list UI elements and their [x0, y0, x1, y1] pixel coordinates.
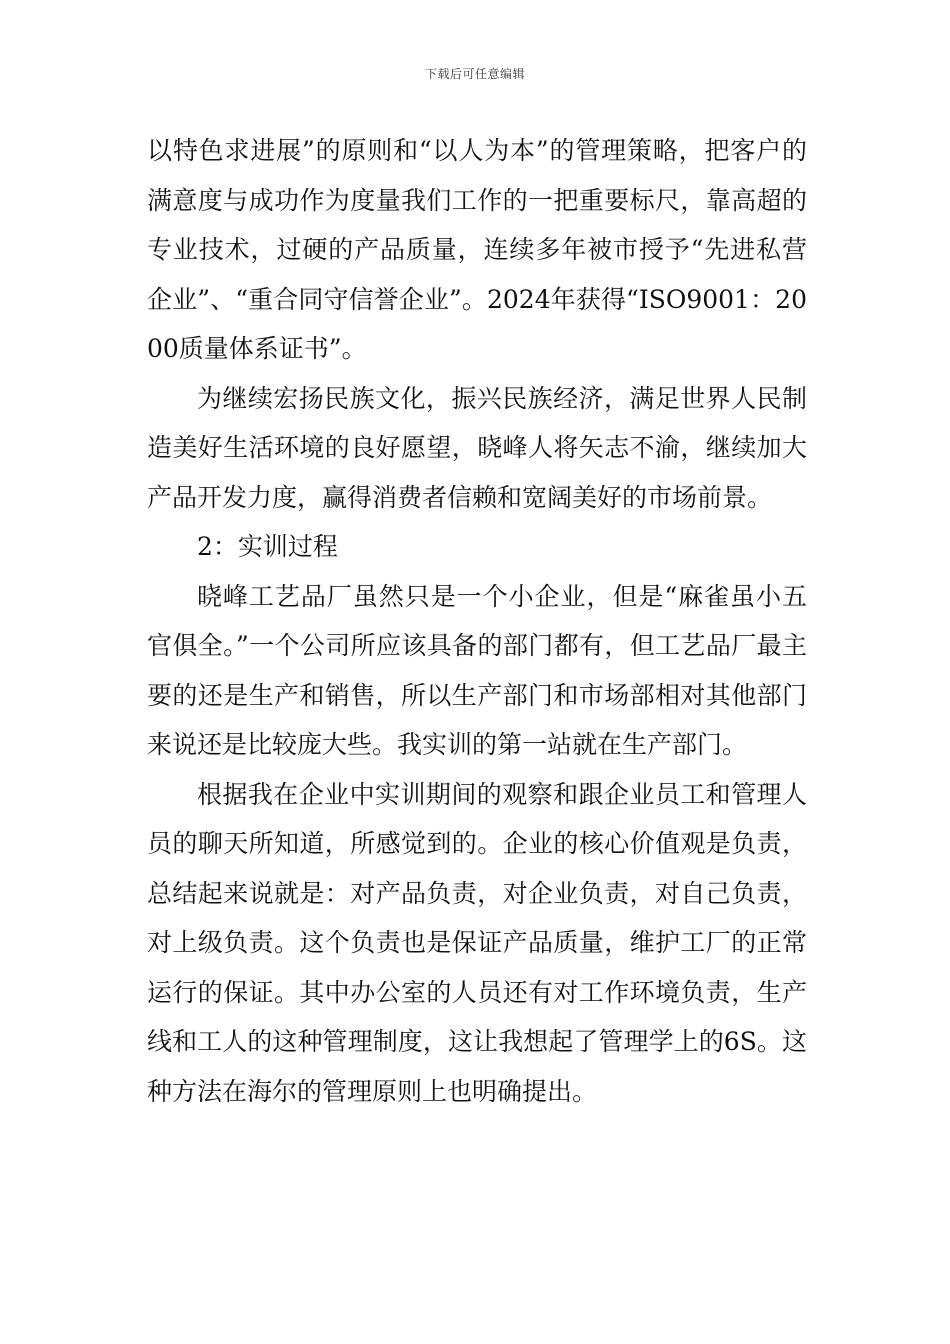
page-header: 下载后可任意编辑 [424, 67, 525, 81]
paragraph-3: 晓峰工艺品厂虽然只是一个小企业，但是“麻雀虽小五官俱全。”一个公司所应该具备的部门都有，但工艺品厂最主要的还是生产和销售，所以生产部门和市场部相对其他部门来说还是比较庞大些。我实训的第一站就在生产部门。 [147, 581, 807, 759]
paragraph-1: 以特色求进展”的原则和“以人为本”的管理策略，把客户的满意度与成功作为度量我们工作的一把重要标尺，靠高超的专业技术，过硬的产品质量，连续多年被市授予“先进私营企业”、“重合同守信誉企业”。2024年获得“ISO9001：2000质量体系证书”。 [147, 136, 807, 363]
document-body [147, 126, 807, 1116]
section-heading-training-process: 2：实训过程 [197, 532, 338, 561]
paragraph-2: 为继续宏扬民族文化，振兴民族经济，满足世界人民制造美好生活环境的良好愿望，晓峰人将矢志不渝，继续加大产品开发力度，赢得消费者信赖和宽阔美好的市场前景。 [147, 383, 807, 512]
paragraph-4: 根据我在企业中实训期间的观察和跟企业员工和管理人员的聊天所知道，所感觉到的。企业的核心价值观是负责，总结起来说就是：对产品负责，对企业负责，对自己负责，对上级负责。这个负责也是保证产品质量，维护工厂的正常运行的保证。其中办公室的人员还有对工作环境负责，生产线和工人的这种管理制度，这让我想起了管理学上的6S。这种方法在海尔的管理原则上也明确提出。 [147, 779, 807, 1106]
